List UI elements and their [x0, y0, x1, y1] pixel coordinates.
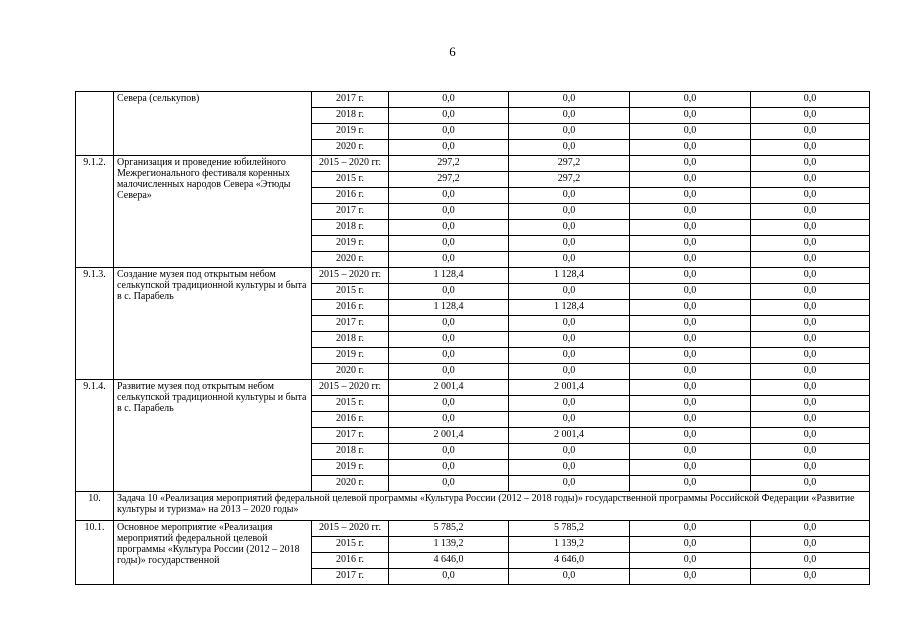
- value-cell: 0,0: [389, 476, 509, 492]
- value-cell: 1 128,4: [509, 300, 630, 316]
- value-cell: 0,0: [630, 553, 751, 569]
- value-cell: 0,0: [509, 348, 630, 364]
- value-cell: 0,0: [751, 188, 870, 204]
- period-cell: 2017 г.: [312, 204, 389, 220]
- page-number: 6: [449, 44, 456, 59]
- item-number: 9.1.2.: [76, 156, 114, 268]
- value-cell: 0,0: [630, 316, 751, 332]
- value-cell: 0,0: [630, 348, 751, 364]
- value-cell: 1 139,2: [509, 537, 630, 553]
- value-cell: 0,0: [389, 396, 509, 412]
- table-row: [76, 156, 870, 172]
- value-cell: 5 785,2: [509, 521, 630, 537]
- value-cell: 0,0: [630, 412, 751, 428]
- value-cell: 0,0: [751, 252, 870, 268]
- period-cell: 2016 г.: [312, 300, 389, 316]
- value-cell: 0,0: [751, 220, 870, 236]
- task-description: Задача 10 «Реализация мероприятий федеральной целевой программы «Культура России (2012 – 2018 годы)» государственной программы Российской Федерации «Развитие культуры и туризма» на 2013 – 2020 годы»: [114, 492, 870, 521]
- value-cell: 0,0: [389, 204, 509, 220]
- value-cell: 5 785,2: [389, 521, 509, 537]
- value-cell: 0,0: [751, 300, 870, 316]
- value-cell: 297,2: [389, 172, 509, 188]
- item-name: Создание музея под открытым небом селькупской традиционной культуры и быта в с. Парабель: [114, 268, 312, 380]
- value-cell: 0,0: [509, 92, 630, 108]
- task-row: [76, 492, 870, 521]
- period-cell: 2015 г.: [312, 537, 389, 553]
- table-row: [76, 92, 870, 108]
- value-cell: 1 139,2: [389, 537, 509, 553]
- period-cell: 2015 – 2020 гг.: [312, 268, 389, 284]
- value-cell: 0,0: [751, 92, 870, 108]
- value-cell: 0,0: [630, 108, 751, 124]
- value-cell: 0,0: [630, 140, 751, 156]
- value-cell: 297,2: [509, 156, 630, 172]
- value-cell: 297,2: [509, 172, 630, 188]
- value-cell: 0,0: [630, 537, 751, 553]
- period-cell: 2019 г.: [312, 236, 389, 252]
- value-cell: 0,0: [751, 428, 870, 444]
- value-cell: 4 646,0: [389, 553, 509, 569]
- value-cell: 0,0: [389, 124, 509, 140]
- value-cell: 0,0: [509, 364, 630, 380]
- item-name: Развитие музея под открытым небом селькупской традиционной культуры и быта в с. Парабель: [114, 380, 312, 492]
- value-cell: 297,2: [389, 156, 509, 172]
- value-cell: 0,0: [630, 124, 751, 140]
- value-cell: 0,0: [630, 476, 751, 492]
- value-cell: 0,0: [509, 460, 630, 476]
- value-cell: 2 001,4: [509, 380, 630, 396]
- value-cell: 0,0: [751, 412, 870, 428]
- table-row: [76, 521, 870, 537]
- period-cell: 2018 г.: [312, 332, 389, 348]
- value-cell: 0,0: [630, 220, 751, 236]
- value-cell: 0,0: [630, 172, 751, 188]
- value-cell: 0,0: [751, 156, 870, 172]
- period-cell: 2016 г.: [312, 553, 389, 569]
- value-cell: 0,0: [751, 444, 870, 460]
- value-cell: 0,0: [751, 236, 870, 252]
- value-cell: 0,0: [389, 332, 509, 348]
- value-cell: 0,0: [751, 476, 870, 492]
- item-name: Организация и проведение юбилейного Межрегионального фестиваля коренных малочисленных народов Севера «Этюды Севера»: [114, 156, 312, 268]
- value-cell: 0,0: [630, 444, 751, 460]
- item-number: 9.1.3.: [76, 268, 114, 380]
- value-cell: 0,0: [751, 140, 870, 156]
- value-cell: 2 001,4: [389, 380, 509, 396]
- period-cell: 2020 г.: [312, 140, 389, 156]
- period-cell: 2018 г.: [312, 444, 389, 460]
- value-cell: 0,0: [751, 396, 870, 412]
- value-cell: 1 128,4: [509, 268, 630, 284]
- value-cell: 0,0: [389, 348, 509, 364]
- item-name: Севера (селькупов): [114, 92, 312, 156]
- task-number: 10.: [76, 492, 114, 521]
- value-cell: 0,0: [630, 204, 751, 220]
- value-cell: 0,0: [751, 521, 870, 537]
- value-cell: 0,0: [630, 92, 751, 108]
- period-cell: 2018 г.: [312, 220, 389, 236]
- value-cell: 0,0: [630, 252, 751, 268]
- period-cell: 2020 г.: [312, 476, 389, 492]
- value-cell: 0,0: [509, 252, 630, 268]
- value-cell: 1 128,4: [389, 300, 509, 316]
- value-cell: 0,0: [751, 316, 870, 332]
- value-cell: 0,0: [751, 364, 870, 380]
- value-cell: 0,0: [630, 396, 751, 412]
- period-cell: 2018 г.: [312, 108, 389, 124]
- value-cell: 0,0: [509, 236, 630, 252]
- period-cell: 2017 г.: [312, 92, 389, 108]
- table-row: [76, 380, 870, 396]
- value-cell: 0,0: [630, 332, 751, 348]
- value-cell: 0,0: [389, 569, 509, 585]
- value-cell: 0,0: [389, 460, 509, 476]
- value-cell: 1 128,4: [389, 268, 509, 284]
- value-cell: 0,0: [630, 364, 751, 380]
- value-cell: 0,0: [751, 172, 870, 188]
- period-cell: 2015 – 2020 гг.: [312, 156, 389, 172]
- value-cell: 0,0: [389, 140, 509, 156]
- value-cell: 0,0: [630, 460, 751, 476]
- value-cell: 0,0: [630, 188, 751, 204]
- value-cell: 0,0: [751, 268, 870, 284]
- value-cell: 0,0: [389, 284, 509, 300]
- period-cell: 2020 г.: [312, 252, 389, 268]
- budget-table-body: [76, 92, 870, 585]
- period-cell: 2017 г.: [312, 316, 389, 332]
- item-number: 9.1.4.: [76, 380, 114, 492]
- value-cell: 0,0: [630, 428, 751, 444]
- item-number: 10.1.: [76, 521, 114, 585]
- value-cell: 0,0: [751, 460, 870, 476]
- item-number: [76, 92, 114, 156]
- period-cell: 2017 г.: [312, 569, 389, 585]
- value-cell: 0,0: [751, 553, 870, 569]
- table-row: [76, 268, 870, 284]
- value-cell: 0,0: [389, 108, 509, 124]
- value-cell: 0,0: [389, 188, 509, 204]
- value-cell: 0,0: [509, 569, 630, 585]
- value-cell: 0,0: [630, 284, 751, 300]
- value-cell: 0,0: [751, 537, 870, 553]
- value-cell: 0,0: [630, 268, 751, 284]
- value-cell: 0,0: [509, 124, 630, 140]
- value-cell: 0,0: [509, 284, 630, 300]
- value-cell: 0,0: [630, 521, 751, 537]
- item-name: Основное мероприятие «Реализация мероприятий федеральной целевой программы «Культура России (2012 – 2018 годы)» государственной: [114, 521, 312, 585]
- value-cell: 0,0: [509, 188, 630, 204]
- value-cell: 0,0: [751, 348, 870, 364]
- value-cell: 0,0: [389, 92, 509, 108]
- value-cell: 0,0: [389, 364, 509, 380]
- value-cell: 0,0: [509, 316, 630, 332]
- value-cell: 0,0: [389, 236, 509, 252]
- value-cell: 0,0: [509, 108, 630, 124]
- value-cell: 0,0: [509, 444, 630, 460]
- period-cell: 2019 г.: [312, 124, 389, 140]
- period-cell: 2015 г.: [312, 172, 389, 188]
- value-cell: 4 646,0: [509, 553, 630, 569]
- period-cell: 2017 г.: [312, 428, 389, 444]
- value-cell: 0,0: [389, 316, 509, 332]
- value-cell: 0,0: [509, 204, 630, 220]
- value-cell: 0,0: [389, 412, 509, 428]
- budget-table: [75, 91, 870, 585]
- value-cell: 0,0: [630, 300, 751, 316]
- period-cell: 2015 г.: [312, 396, 389, 412]
- value-cell: 0,0: [389, 444, 509, 460]
- value-cell: 0,0: [509, 412, 630, 428]
- value-cell: 0,0: [751, 108, 870, 124]
- value-cell: 2 001,4: [389, 428, 509, 444]
- value-cell: 0,0: [509, 140, 630, 156]
- value-cell: 0,0: [509, 396, 630, 412]
- value-cell: 0,0: [630, 380, 751, 396]
- period-cell: 2019 г.: [312, 348, 389, 364]
- period-cell: 2020 г.: [312, 364, 389, 380]
- value-cell: 0,0: [751, 380, 870, 396]
- value-cell: 0,0: [389, 220, 509, 236]
- period-cell: 2016 г.: [312, 412, 389, 428]
- value-cell: 2 001,4: [509, 428, 630, 444]
- value-cell: 0,0: [509, 476, 630, 492]
- value-cell: 0,0: [751, 124, 870, 140]
- value-cell: 0,0: [389, 252, 509, 268]
- value-cell: 0,0: [630, 236, 751, 252]
- value-cell: 0,0: [751, 332, 870, 348]
- value-cell: 0,0: [751, 284, 870, 300]
- period-cell: 2015 – 2020 гг.: [312, 380, 389, 396]
- value-cell: 0,0: [630, 156, 751, 172]
- period-cell: 2015 – 2020 гг.: [312, 521, 389, 537]
- period-cell: 2016 г.: [312, 188, 389, 204]
- value-cell: 0,0: [509, 220, 630, 236]
- period-cell: 2019 г.: [312, 460, 389, 476]
- value-cell: 0,0: [751, 204, 870, 220]
- value-cell: 0,0: [630, 569, 751, 585]
- value-cell: 0,0: [509, 332, 630, 348]
- value-cell: 0,0: [751, 569, 870, 585]
- period-cell: 2015 г.: [312, 284, 389, 300]
